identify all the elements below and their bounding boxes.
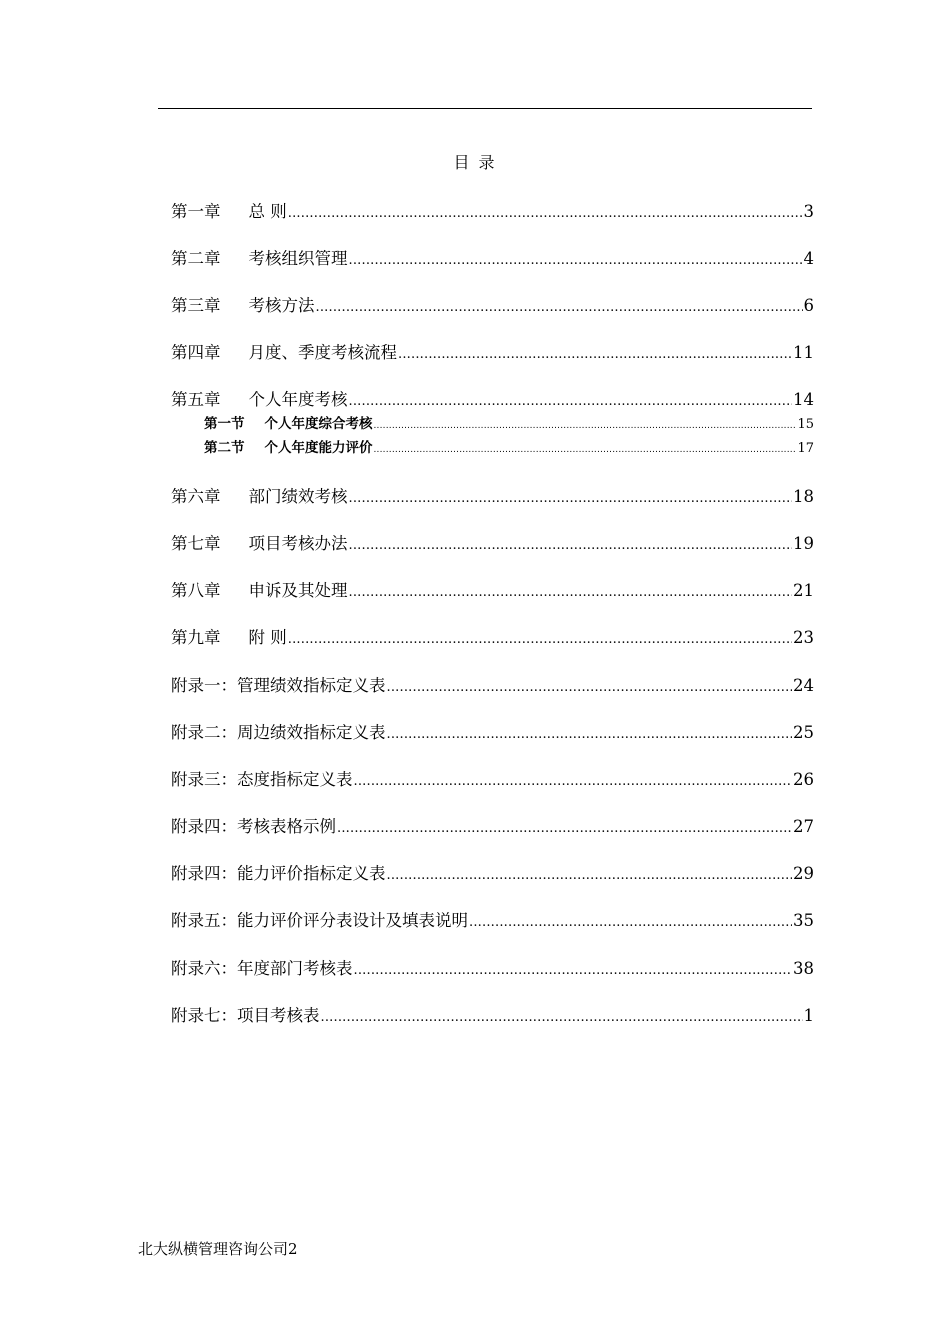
toc-entry-chapter-3[interactable] xyxy=(171,292,814,316)
entry-page: 4 xyxy=(803,249,814,268)
entry-page: 11 xyxy=(793,343,814,362)
dot-leader xyxy=(316,296,803,315)
entry-page: 18 xyxy=(793,487,814,506)
entry-title: 能力评价评分表设计及填表说明 xyxy=(237,911,468,930)
entry-page: 15 xyxy=(797,417,814,432)
toc-entry-appendix-1[interactable] xyxy=(171,672,814,696)
dot-leader xyxy=(349,249,803,268)
entry-title: 总 则 xyxy=(248,202,287,221)
toc-entry-appendix-6[interactable] xyxy=(171,955,814,979)
entry-number: 附录四： xyxy=(171,817,237,836)
page-footer: 北大纵横管理咨询公司2 xyxy=(138,1240,298,1258)
dot-leader xyxy=(337,817,792,836)
entry-title: 个人年度考核 xyxy=(248,390,348,409)
entry-page: 25 xyxy=(793,723,814,742)
entry-page: 1 xyxy=(803,1006,814,1025)
entry-page: 21 xyxy=(793,581,814,600)
toc-entry-section-1[interactable] xyxy=(204,412,814,432)
entry-number: 附录三： xyxy=(171,770,237,789)
entry-number: 第五章 xyxy=(171,390,221,409)
entry-number: 第二节 xyxy=(204,440,245,456)
dot-leader xyxy=(288,628,792,647)
toc-entry-chapter-2[interactable] xyxy=(171,245,814,269)
toc-entry-appendix-4b[interactable] xyxy=(171,860,814,884)
entry-page: 35 xyxy=(793,911,814,930)
dot-leader xyxy=(354,959,793,978)
toc-entry-chapter-4[interactable] xyxy=(171,339,814,363)
entry-page: 26 xyxy=(793,770,814,789)
entry-title: 能力评价指标定义表 xyxy=(237,864,386,883)
entry-page: 19 xyxy=(793,534,814,553)
entry-title: 考核组织管理 xyxy=(248,249,348,268)
entry-page: 24 xyxy=(793,676,814,695)
dot-leader xyxy=(374,440,797,456)
dot-leader xyxy=(469,911,792,930)
entry-page: 3 xyxy=(803,202,814,221)
dot-leader xyxy=(288,202,803,221)
entry-title: 个人年度综合考核 xyxy=(264,416,373,432)
entry-title: 年度部门考核表 xyxy=(237,959,353,978)
entry-number: 第八章 xyxy=(171,581,221,600)
toc-entry-chapter-8[interactable] xyxy=(171,577,814,601)
entry-title: 考核表格示例 xyxy=(237,817,336,836)
entry-title: 申诉及其处理 xyxy=(248,581,348,600)
entry-number: 第四章 xyxy=(171,343,221,362)
entry-title: 月度、季度考核流程 xyxy=(248,343,397,362)
dot-leader xyxy=(387,676,793,695)
toc-title: 目 录 xyxy=(453,153,497,172)
toc-entry-section-2[interactable] xyxy=(204,436,814,456)
toc-entry-appendix-3[interactable] xyxy=(171,766,814,790)
entry-number: 附录一： xyxy=(171,676,237,695)
entry-number: 附录二： xyxy=(171,723,237,742)
entry-title: 项目考核表 xyxy=(237,1006,320,1025)
entry-page: 23 xyxy=(793,628,814,647)
entry-title: 项目考核办法 xyxy=(248,534,348,553)
entry-page: 14 xyxy=(793,390,814,409)
dot-leader xyxy=(349,390,793,409)
entry-title: 附 则 xyxy=(248,628,287,647)
entry-page: 38 xyxy=(793,959,814,978)
dot-leader xyxy=(374,416,797,432)
entry-page: 27 xyxy=(793,817,814,836)
dot-leader xyxy=(387,864,793,883)
entry-title: 个人年度能力评价 xyxy=(264,440,373,456)
toc-entry-chapter-6[interactable] xyxy=(171,483,814,507)
entry-number: 第九章 xyxy=(171,628,221,647)
entry-number: 附录五： xyxy=(171,911,237,930)
dot-leader xyxy=(354,770,793,789)
entry-page: 29 xyxy=(793,864,814,883)
entry-number: 第七章 xyxy=(171,534,221,553)
entry-number: 第六章 xyxy=(171,487,221,506)
toc-entry-appendix-2[interactable] xyxy=(171,719,814,743)
dot-leader xyxy=(387,723,793,742)
entry-number: 第二章 xyxy=(171,249,221,268)
toc-entry-chapter-5[interactable] xyxy=(171,386,814,410)
entry-title: 部门绩效考核 xyxy=(248,487,348,506)
dot-leader xyxy=(349,487,793,506)
toc-entry-chapter-1[interactable] xyxy=(171,198,814,222)
entry-page: 6 xyxy=(803,296,814,315)
entry-title: 态度指标定义表 xyxy=(237,770,353,789)
toc-entry-appendix-7[interactable] xyxy=(171,1002,814,1026)
toc-entry-chapter-9[interactable] xyxy=(171,624,814,648)
dot-leader xyxy=(349,581,793,600)
dot-leader xyxy=(398,343,792,362)
entry-number: 附录七： xyxy=(171,1006,237,1025)
dot-leader xyxy=(349,534,793,553)
dot-leader xyxy=(321,1006,803,1025)
entry-title: 管理绩效指标定义表 xyxy=(237,676,386,695)
entry-number: 附录六： xyxy=(171,959,237,978)
header-rule xyxy=(158,108,812,109)
entry-title: 考核方法 xyxy=(248,296,315,315)
toc-entry-chapter-7[interactable] xyxy=(171,530,814,554)
entry-page: 17 xyxy=(797,441,814,456)
entry-number: 第三章 xyxy=(171,296,221,315)
toc-entry-appendix-4[interactable] xyxy=(171,813,814,837)
toc-entry-appendix-5[interactable] xyxy=(171,907,814,931)
entry-title: 周边绩效指标定义表 xyxy=(237,723,386,742)
entry-number: 第一节 xyxy=(204,416,245,432)
entry-number: 附录四： xyxy=(171,864,237,883)
entry-number: 第一章 xyxy=(171,202,221,221)
